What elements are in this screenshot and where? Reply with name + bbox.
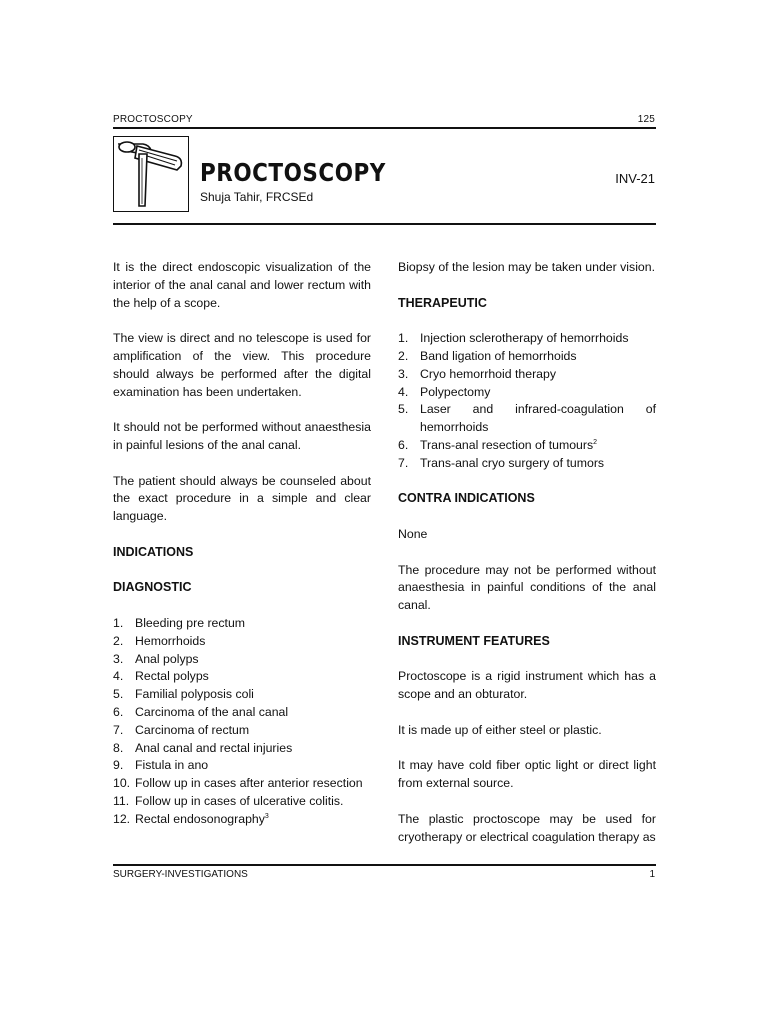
- list-item-number: 1.: [398, 331, 409, 346]
- heading-instrument-features: INSTRUMENT FEATURES: [398, 633, 550, 648]
- paragraph-counsel: The patient should always be counseled about the exact procedure in a simple and clear language.: [113, 473, 371, 524]
- list-item: [113, 651, 371, 669]
- paragraph-instrument-2: It is made up of either steel or plastic.: [398, 722, 602, 737]
- list-item: [113, 686, 371, 704]
- left-column: [113, 259, 371, 846]
- list-item: [113, 740, 371, 758]
- list-item-number: 6.: [113, 704, 124, 719]
- heading-therapeutic: THERAPEUTIC: [398, 295, 487, 310]
- list-item-text: Rectal polyps: [135, 669, 209, 684]
- list-item: [113, 811, 371, 829]
- list-item-text: Injection sclerotherapy of hemorrhoids: [420, 331, 629, 346]
- header-rule: [113, 127, 656, 129]
- list-item-text: Band ligation of hemorrhoids: [420, 348, 577, 363]
- heading-indications: INDICATIONS: [113, 544, 194, 559]
- list-item: [113, 633, 371, 651]
- list-item-number: 6.: [398, 437, 409, 452]
- paragraph-definition: It is the direct endoscopic visualization of the interior of the anal canal and lower rectum with the help of a scope.: [113, 260, 371, 310]
- list-item-text: Anal canal and rectal injuries: [135, 740, 293, 755]
- running-title: PROCTOSCOPY: [113, 114, 193, 125]
- list-item-number: 12.: [113, 811, 131, 826]
- reference-superscript: 2: [593, 438, 598, 446]
- list-item-text: Carcinoma of rectum: [135, 722, 250, 737]
- list-item-text: Familial polyposis coli: [135, 687, 254, 702]
- list-item-number: 3.: [113, 651, 124, 666]
- heading-contra-indications: CONTRA INDICATIONS: [398, 491, 535, 506]
- paragraph-biopsy: Biopsy of the lesion may be taken under vision.: [398, 260, 656, 274]
- list-item-text: Trans-anal cryo surgery of tumors: [420, 455, 605, 470]
- list-item: [398, 366, 656, 384]
- list-item-number: 10.: [113, 776, 131, 791]
- list-item-text: Follow up in cases after anterior resection: [135, 776, 363, 791]
- heading-diagnostic: DIAGNOSTIC: [113, 580, 192, 595]
- list-item-number: 11.: [113, 793, 130, 808]
- page-title: PROCTOSCOPY: [200, 158, 386, 187]
- right-column: [398, 259, 656, 846]
- document-code: INV-21: [615, 171, 655, 186]
- footer-rule: [113, 864, 656, 866]
- list-item: [113, 704, 371, 722]
- list-item: [113, 615, 371, 633]
- list-item-number: 7.: [113, 722, 124, 737]
- footer-section: SURGERY-INVESTIGATIONS: [113, 869, 248, 880]
- list-item-text: Follow up in cases of ulcerative colitis.: [135, 793, 344, 808]
- list-item-number: 5.: [113, 687, 124, 702]
- list-item-text: Carcinoma of the anal canal: [135, 704, 289, 719]
- diagnostic-list: [113, 615, 371, 829]
- list-item-text: Rectal endosonography$^3$: [135, 811, 269, 826]
- list-item-number: 7.: [398, 455, 409, 470]
- list-item-text: Laser and infrared-coagulation of hemorrhoids: [420, 402, 656, 435]
- footer-page-number: 1: [649, 869, 655, 880]
- running-page-number: 125: [637, 114, 655, 125]
- list-item-number: 9.: [113, 758, 124, 773]
- paragraph-instrument-1: Proctoscope is a rigid instrument which has a scope and an obturator.: [398, 669, 656, 702]
- reference-superscript: 3: [264, 812, 269, 820]
- list-item: [398, 455, 656, 473]
- list-item: [398, 401, 656, 437]
- paragraph-anaesthesia: It should not be performed without anaesthesia in painful lesions of the anal canal.: [113, 420, 371, 452]
- list-item: [398, 437, 656, 455]
- list-item: [398, 348, 656, 366]
- list-item: [113, 668, 371, 686]
- title-rule: [113, 223, 656, 225]
- list-item-text: Hemorrhoids: [135, 633, 206, 648]
- list-item-text: Cryo hemorrhoid therapy: [420, 366, 557, 381]
- list-item-text: Fistula in ano: [135, 758, 209, 773]
- therapeutic-list: [398, 330, 656, 472]
- list-item: [113, 757, 371, 775]
- list-item-number: 3.: [398, 366, 409, 381]
- paragraph-none: None: [398, 526, 428, 541]
- paragraph-instrument-3: It may have cold fiber optic light or direct light from external source.: [398, 758, 656, 791]
- proctoscope-icon: [113, 136, 189, 212]
- list-item-text: Bleeding pre rectum: [135, 615, 246, 630]
- paragraph-contra: The procedure may not be performed without anaesthesia in painful conditions of the anal canal.: [398, 562, 656, 613]
- list-item: [398, 330, 656, 348]
- list-item: [113, 722, 371, 740]
- list-item-number: 4.: [113, 669, 124, 684]
- list-item-number: 4.: [398, 384, 409, 399]
- paragraph-view: The view is direct and no telescope is used for amplification of the view. This procedure should always be performed after the digital examination has been undertaken.: [113, 331, 371, 399]
- list-item-number: 2.: [113, 633, 124, 648]
- paragraph-instrument-4: The plastic proctoscope may be used for cryotherapy or electrical coagulation therapy as: [398, 811, 656, 844]
- author: Shuja Tahir, FRCSEd: [200, 190, 314, 204]
- list-item-text: Polypectomy: [420, 384, 491, 399]
- list-item: [113, 775, 371, 793]
- list-item-number: 2.: [398, 348, 409, 363]
- list-item: [113, 793, 371, 811]
- list-item-number: 8.: [113, 740, 124, 755]
- list-item: [398, 384, 656, 402]
- list-item-number: 1.: [113, 615, 124, 630]
- list-item-text: Anal polyps: [135, 651, 199, 666]
- list-item-number: 5.: [398, 402, 409, 417]
- list-item-text: Trans-anal resection of tumours$^2$: [420, 437, 598, 452]
